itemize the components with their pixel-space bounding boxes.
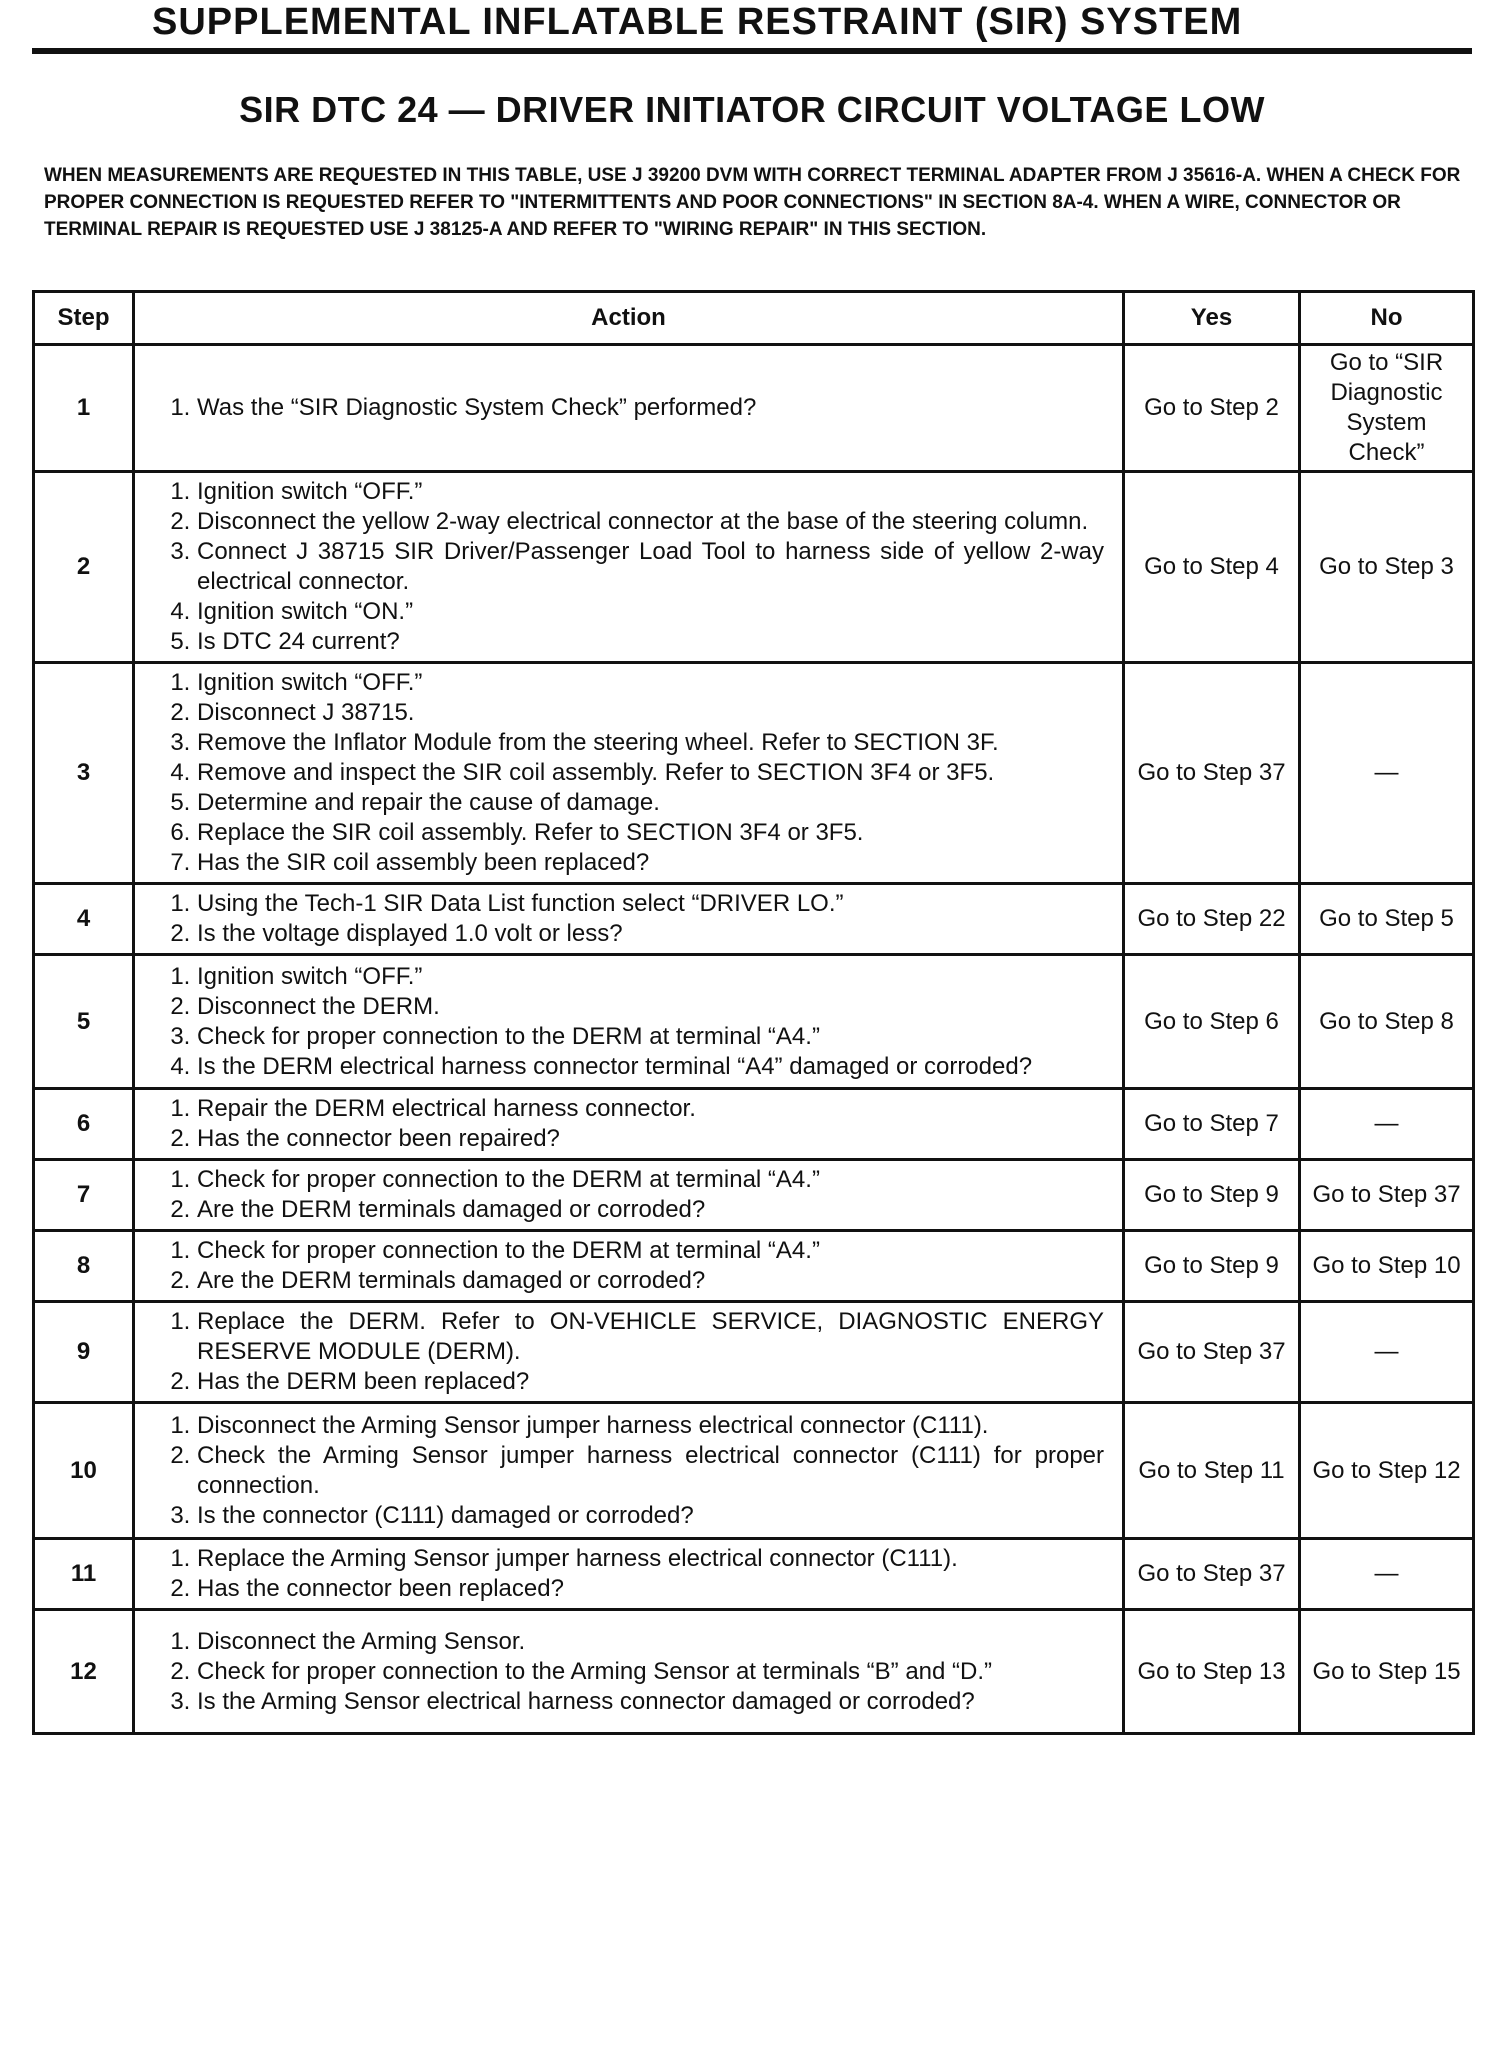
action-item: 1. Using the Tech-1 SIR Data List function select “DRIVER LO.” bbox=[197, 889, 1104, 919]
step-actions bbox=[134, 955, 1124, 1089]
action-item: 2. Are the DERM terminals damaged or corroded? bbox=[197, 1195, 1104, 1225]
page-title: SIR DTC 24 — DRIVER INITIATOR CIRCUIT VOLTAGE LOW bbox=[239, 89, 1265, 130]
action-list bbox=[163, 668, 1104, 878]
table-row bbox=[34, 1089, 1474, 1160]
step-actions bbox=[134, 1089, 1124, 1160]
step-number: 1 bbox=[34, 345, 134, 472]
step-actions bbox=[134, 472, 1124, 663]
table-row bbox=[34, 1302, 1474, 1403]
action-list bbox=[163, 477, 1104, 657]
header-rule bbox=[32, 48, 1472, 54]
action-item: 2. Is the voltage displayed 1.0 volt or less? bbox=[197, 919, 1104, 949]
table-row bbox=[34, 1539, 1474, 1610]
action-item: 1. Replace the DERM. Refer to ON-VEHICLE SERVICE, DIAGNOSTIC ENERGY RESERVE MODULE (DERM). bbox=[197, 1307, 1104, 1367]
action-item: 3. Connect J 38715 SIR Driver/Passenger Load Tool to harness side of yellow 2-way electrical connector. bbox=[197, 537, 1104, 597]
action-item: 1. Was the “SIR Diagnostic System Check” performed? bbox=[197, 393, 1104, 423]
yes-result: Go to Step 6 bbox=[1124, 955, 1300, 1089]
table-row bbox=[34, 472, 1474, 663]
action-item: 3. Check for proper connection to the DERM at terminal “A4.” bbox=[197, 1022, 1104, 1052]
no-result: Go to Step 10 bbox=[1300, 1231, 1474, 1302]
yes-result: Go to Step 9 bbox=[1124, 1231, 1300, 1302]
step-actions bbox=[134, 1539, 1124, 1610]
table-row bbox=[34, 663, 1474, 884]
yes-result: Go to Step 2 bbox=[1124, 345, 1300, 472]
action-item: 5. Determine and repair the cause of damage. bbox=[197, 788, 1104, 818]
step-actions bbox=[134, 1610, 1124, 1734]
step-number: 6 bbox=[34, 1089, 134, 1160]
step-number: 7 bbox=[34, 1160, 134, 1231]
yes-result: Go to Step 13 bbox=[1124, 1610, 1300, 1734]
action-list bbox=[163, 393, 1104, 423]
diagnostic-table bbox=[32, 290, 1475, 1735]
no-result: Go to Step 3 bbox=[1300, 472, 1474, 663]
step-actions bbox=[134, 884, 1124, 955]
no-result: — bbox=[1300, 1539, 1474, 1610]
column-header-step: Step bbox=[34, 292, 134, 345]
step-actions bbox=[134, 663, 1124, 884]
action-item: 1. Disconnect the Arming Sensor jumper harness electrical connector (C111). bbox=[197, 1411, 1104, 1441]
step-actions bbox=[134, 345, 1124, 472]
action-item: 2. Has the connector been replaced? bbox=[197, 1574, 1104, 1604]
column-header-no: No bbox=[1300, 292, 1474, 345]
action-item: 1. Replace the Arming Sensor jumper harness electrical connector (C111). bbox=[197, 1544, 1104, 1574]
step-number: 3 bbox=[34, 663, 134, 884]
action-list bbox=[163, 1165, 1104, 1225]
table-row bbox=[34, 1610, 1474, 1734]
action-item: 1. Ignition switch “OFF.” bbox=[197, 962, 1104, 992]
action-item: 2. Has the connector been repaired? bbox=[197, 1124, 1104, 1154]
action-item: 5. Is DTC 24 current? bbox=[197, 627, 1104, 657]
action-list bbox=[163, 1411, 1104, 1531]
table-row bbox=[34, 1403, 1474, 1539]
action-item: 1. Check for proper connection to the DERM at terminal “A4.” bbox=[197, 1165, 1104, 1195]
table-body bbox=[34, 345, 1474, 1734]
step-number: 5 bbox=[34, 955, 134, 1089]
action-list bbox=[163, 1236, 1104, 1296]
action-item: 2. Are the DERM terminals damaged or corroded? bbox=[197, 1266, 1104, 1296]
action-item: 7. Has the SIR coil assembly been replaced? bbox=[197, 848, 1104, 878]
table-row bbox=[34, 1231, 1474, 1302]
action-list bbox=[163, 1094, 1104, 1154]
action-list bbox=[163, 1544, 1104, 1604]
action-item: 4. Is the DERM electrical harness connector terminal “A4” damaged or corroded? bbox=[197, 1052, 1104, 1082]
step-actions bbox=[134, 1160, 1124, 1231]
yes-result: Go to Step 4 bbox=[1124, 472, 1300, 663]
action-item: 1. Ignition switch “OFF.” bbox=[197, 668, 1104, 698]
action-item: 4. Ignition switch “ON.” bbox=[197, 597, 1104, 627]
step-number: 2 bbox=[34, 472, 134, 663]
no-result: Go to Step 5 bbox=[1300, 884, 1474, 955]
no-result: Go to Step 37 bbox=[1300, 1160, 1474, 1231]
yes-result: Go to Step 37 bbox=[1124, 1539, 1300, 1610]
action-item: 1. Disconnect the Arming Sensor. bbox=[197, 1627, 1104, 1657]
action-list bbox=[163, 962, 1104, 1082]
action-item: 3. Is the connector (C111) damaged or corroded? bbox=[197, 1501, 1104, 1531]
action-item: 3. Remove the Inflator Module from the steering wheel. Refer to SECTION 3F. bbox=[197, 728, 1104, 758]
table-header-row bbox=[34, 292, 1474, 345]
action-item: 6. Replace the SIR coil assembly. Refer to SECTION 3F4 or 3F5. bbox=[197, 818, 1104, 848]
action-item: 2. Has the DERM been replaced? bbox=[197, 1367, 1104, 1397]
step-number: 12 bbox=[34, 1610, 134, 1734]
action-list bbox=[163, 1627, 1104, 1717]
yes-result: Go to Step 11 bbox=[1124, 1403, 1300, 1539]
step-number: 11 bbox=[34, 1539, 134, 1610]
action-item: 2. Disconnect the DERM. bbox=[197, 992, 1104, 1022]
table-row bbox=[34, 345, 1474, 472]
step-number: 9 bbox=[34, 1302, 134, 1403]
section-header: SUPPLEMENTAL INFLATABLE RESTRAINT (SIR) SYSTEM bbox=[152, 1, 1243, 43]
no-result: — bbox=[1300, 1302, 1474, 1403]
no-result: Go to Step 8 bbox=[1300, 955, 1474, 1089]
no-result: Go to Step 12 bbox=[1300, 1403, 1474, 1539]
action-item: 2. Check the Arming Sensor jumper harness electrical connector (C111) for proper connection. bbox=[197, 1441, 1104, 1501]
action-item: 4. Remove and inspect the SIR coil assembly. Refer to SECTION 3F4 or 3F5. bbox=[197, 758, 1104, 788]
table-row bbox=[34, 1160, 1474, 1231]
action-item: 2. Disconnect the yellow 2-way electrical connector at the base of the steering column. bbox=[197, 507, 1104, 537]
action-item: 1. Ignition switch “OFF.” bbox=[197, 477, 1104, 507]
step-actions bbox=[134, 1302, 1124, 1403]
table-row bbox=[34, 955, 1474, 1089]
table-row bbox=[34, 884, 1474, 955]
action-list bbox=[163, 889, 1104, 949]
yes-result: Go to Step 22 bbox=[1124, 884, 1300, 955]
step-actions bbox=[134, 1403, 1124, 1539]
no-result: Go to Step 15 bbox=[1300, 1610, 1474, 1734]
action-item: 2. Check for proper connection to the Arming Sensor at terminals “B” and “D.” bbox=[197, 1657, 1104, 1687]
action-list bbox=[163, 1307, 1104, 1397]
action-item: 1. Check for proper connection to the DERM at terminal “A4.” bbox=[197, 1236, 1104, 1266]
yes-result: Go to Step 37 bbox=[1124, 1302, 1300, 1403]
yes-result: Go to Step 9 bbox=[1124, 1160, 1300, 1231]
yes-result: Go to Step 7 bbox=[1124, 1089, 1300, 1160]
action-item: 2. Disconnect J 38715. bbox=[197, 698, 1104, 728]
step-number: 4 bbox=[34, 884, 134, 955]
instructions-paragraph: WHEN MEASUREMENTS ARE REQUESTED IN THIS TABLE, USE J 39200 DVM WITH CORRECT TERMINAL ADAPTER FROM J 35616-A. WHEN A CHECK FOR PROPER CONNECTION IS REQUESTED REFER TO "INTERMITTENTS AND POOR CONNECTIONS" IN SECTION 8A-4. WHEN A WIRE, CONNECTOR OR TERMINAL REPAIR IS REQUESTED USE J 38125-A AND REFER TO "WIRING REPAIR" IN THIS SECTION. bbox=[44, 165, 1461, 240]
no-result: — bbox=[1300, 663, 1474, 884]
step-number: 10 bbox=[34, 1403, 134, 1539]
column-header-action: Action bbox=[134, 292, 1124, 345]
yes-result: Go to Step 37 bbox=[1124, 663, 1300, 884]
step-number: 8 bbox=[34, 1231, 134, 1302]
step-actions bbox=[134, 1231, 1124, 1302]
action-item: 1. Repair the DERM electrical harness connector. bbox=[197, 1094, 1104, 1124]
column-header-yes: Yes bbox=[1124, 292, 1300, 345]
action-item: 3. Is the Arming Sensor electrical harness connector damaged or corroded? bbox=[197, 1687, 1104, 1717]
no-result: — bbox=[1300, 1089, 1474, 1160]
no-result: Go to “SIR Diagnostic System Check” bbox=[1300, 345, 1474, 472]
